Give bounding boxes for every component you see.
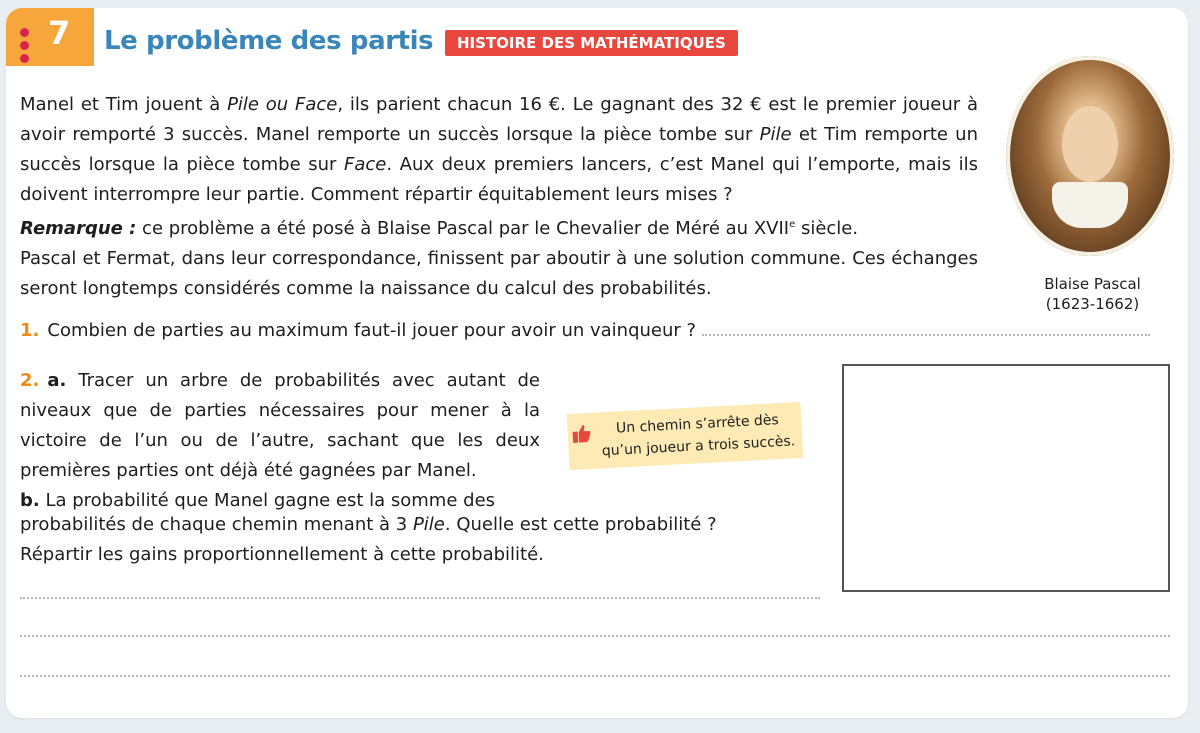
question-2-number: 2. bbox=[20, 370, 40, 391]
portrait-caption bbox=[1020, 274, 1165, 314]
answer-line-3[interactable] bbox=[20, 634, 1170, 637]
exercise-number: 7 bbox=[48, 14, 71, 52]
intro-paragraph: Manel et Tim jouent à Pile ou Face, ils parient chacun 16 €. Le gagnant des 32 € est le premier joueur à avoir remporté 3 succès. Manel remporte un succès lorsque la pièce tombe sur Pile et Tim remporte un succès lorsque la pièce tombe sur Face. Aux deux premiers lancers, c’est Manel qui l’emporte, mais ils doivent interrompre leur partie. Comment répartir équitablement leurs mises ? bbox=[20, 94, 978, 205]
remark-label: Remarque : bbox=[20, 218, 137, 239]
answer-line-4[interactable] bbox=[20, 674, 1170, 677]
portrait-image bbox=[1006, 56, 1174, 270]
exercise-title: Le problème des partis bbox=[104, 26, 434, 56]
hint-line-2: qu’un joueur a trois succès. bbox=[601, 433, 796, 460]
portrait-dates: (1623-1662) bbox=[1045, 295, 1140, 313]
question-2a-label: a. bbox=[47, 370, 67, 391]
question-2b-label: b. bbox=[20, 490, 40, 511]
thumbs-up-icon bbox=[571, 423, 592, 444]
decorative-dots bbox=[20, 28, 29, 67]
hint-line-1: Un chemin s’arrête dès bbox=[615, 412, 780, 437]
answer-line-2[interactable] bbox=[20, 596, 820, 599]
question-2a-text: Tracer un arbre de probabilités avec autant de niveaux que de parties nécessaires pour mener à la victoire de l’un ou de l’autre, sachant que les deux premières parties ont déjà été gagnées par Manel. bbox=[20, 370, 540, 481]
question-1-number: 1. bbox=[20, 320, 40, 341]
answer-line-1[interactable] bbox=[702, 333, 1150, 336]
intro-text bbox=[20, 90, 978, 304]
category-tag: HISTOIRE DES MATHÉMATIQUES bbox=[445, 30, 738, 56]
remark-paragraph: Remarque : ce problème a été posé à Blaise Pascal par le Chevalier de Méré au XVIIe siècle. bbox=[20, 218, 859, 239]
question-2b-text: probabilités de chaque chemin menant à 3 Pile. Quelle est cette probabilité ? Répartir les gains proportionnellement à cette probabilité. bbox=[20, 514, 717, 565]
question-1 bbox=[20, 316, 1150, 346]
portrait-name: Blaise Pascal bbox=[1044, 275, 1141, 293]
history-paragraph: Pascal et Fermat, dans leur correspondance, finissent par aboutir à une solution commune. Ces échanges seront longtemps considérés comme la naissance du calcul des probabilités. bbox=[20, 248, 978, 299]
exercise-number-badge bbox=[6, 8, 94, 66]
question-2: 2. a. Tracer un arbre de probabilités avec autant de niveaux que de parties nécessaires pour mener à la victoire de l’un ou de l’autre, sachant que les deux premières parties ont déjà été gagnées par Manel. b. La probabilité que Manel gagne est la somme des bbox=[20, 370, 540, 511]
question-1-text: Combien de parties au maximum faut-il jouer pour avoir un vainqueur ? bbox=[47, 320, 697, 341]
tree-drawing-box[interactable] bbox=[842, 364, 1170, 592]
